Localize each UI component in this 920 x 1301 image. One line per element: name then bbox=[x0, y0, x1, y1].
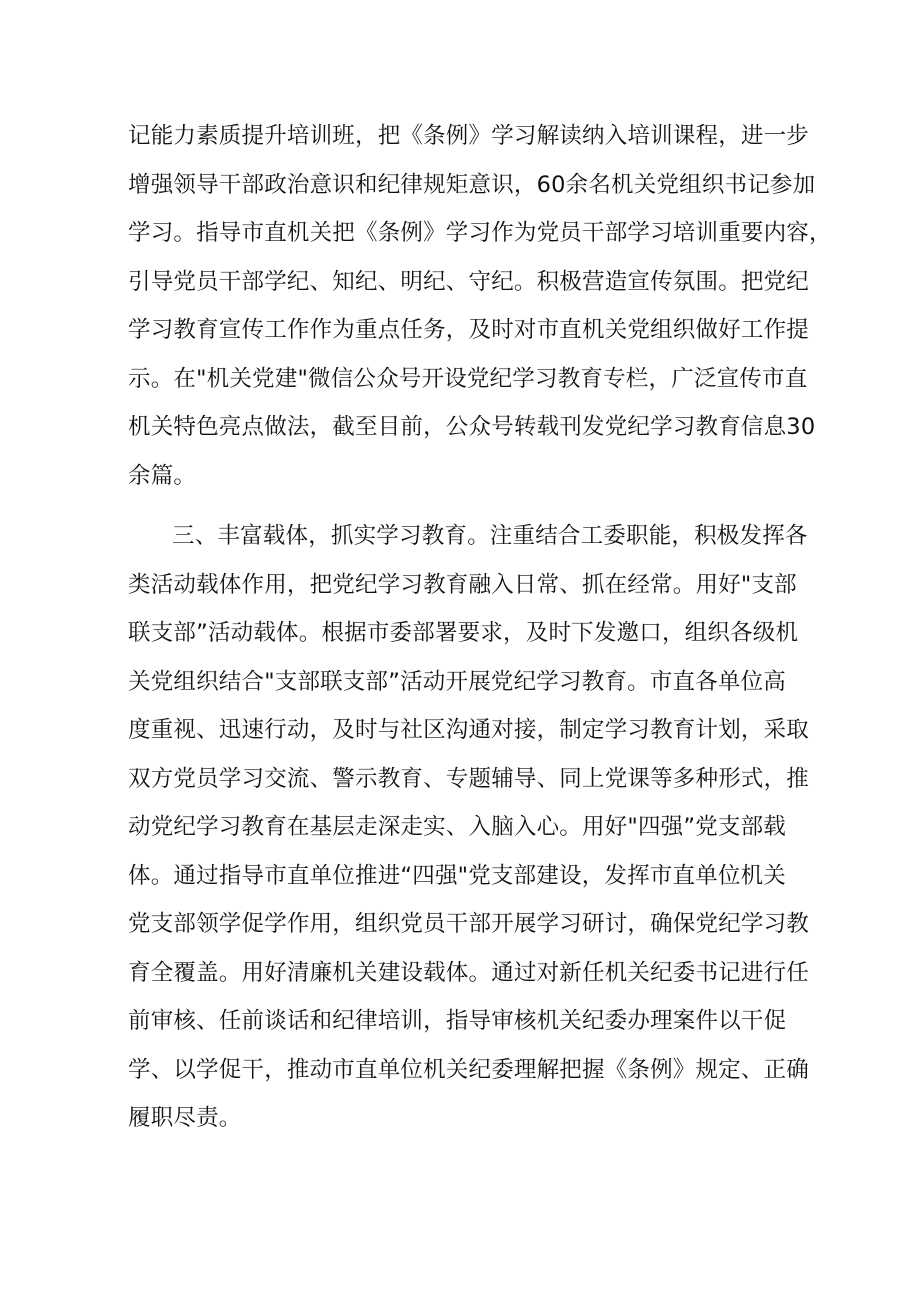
text-line: 党支部领学促学作用，组织党员干部开展学习研讨，确保党纪学习教 bbox=[128, 911, 810, 937]
text-line: 体。通过指导市直单位推进“四强"党支部建设，发挥市直单位机关 bbox=[128, 862, 787, 889]
text-line: 育全覆盖。用好清廉机关建设载体。通过对新任机关纪委书记进行任 bbox=[128, 959, 810, 986]
text-line: 示。在"机关党建"微信公众号开设党纪学习教育专栏，广泛宣传市直 bbox=[128, 365, 808, 392]
text-line: 前审核、任前谈话和纪律培训，指导审核机关纪委办理案件以干促 bbox=[128, 1008, 787, 1034]
text-line: 度重视、迅速行动，及时与社区沟通对接，制定学习教育计划，采取 bbox=[128, 717, 810, 743]
text-line: 学习教育宣传工作作为重点任务，及时对市直机关党组织做好工作提 bbox=[128, 317, 810, 343]
text-line: 余篇。 bbox=[128, 462, 197, 489]
text-line: 增强领导干部政治意识和纪律规矩意识，60余名机关党组织书记参加 bbox=[128, 171, 816, 198]
paragraph-1 bbox=[128, 112, 832, 500]
text-line: 记能力素质提升培训班，把《条例》学习解读纳入培训课程，进一步 bbox=[128, 123, 810, 149]
text-line: 引导党员干部学纪、知纪、明纪、守纪。积极营造宣传氛围。把党纪 bbox=[128, 268, 810, 295]
text-line: 机关特色亮点做法，截至目前，公众号转载刊发党纪学习教育信息30 bbox=[128, 414, 816, 440]
text-line: 学习。指导市直机关把《条例》学习作为党员干部学习培训重要内容， bbox=[128, 220, 832, 246]
text-line-indented: 三、丰富载体，抓实学习教育。注重结合工委职能，积极发挥各 bbox=[172, 523, 808, 549]
paragraph-2 bbox=[128, 512, 810, 1143]
text-line: 双方党员学习交流、警示教育、专题辅导、同上党课等多种形式，推 bbox=[128, 765, 810, 792]
text-line: 关党组织结合"支部联支部”活动开展党纪学习教育。市直各单位高 bbox=[128, 668, 787, 695]
text-line: 类活动载体作用，把党纪学习教育融入日常、抓在经常。用好"支部 bbox=[128, 571, 797, 598]
text-line: 动党纪学习教育在基层走深走实、入脑入心。用好"四强”党支部载 bbox=[128, 814, 787, 840]
text-line: 履职尽责。 bbox=[128, 1105, 242, 1131]
text-line: 学、以学促干，推动市直单位机关纪委理解把握《条例》规定、正确 bbox=[128, 1056, 810, 1083]
text-line: 联支部”活动载体。根据市委部署要求，及时下发邀口，组织各级机 bbox=[128, 620, 799, 646]
